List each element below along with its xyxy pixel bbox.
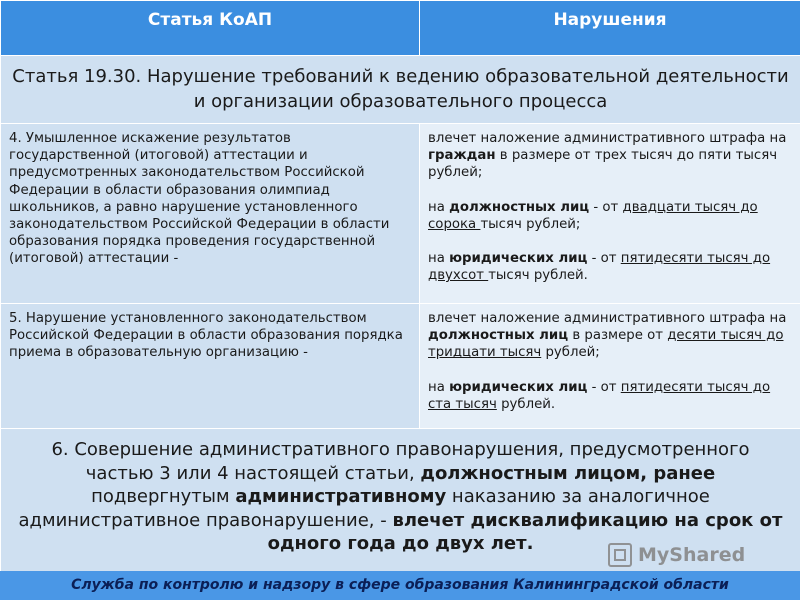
logo-icon	[608, 543, 632, 567]
penalty-citizens: влечет наложение административного штрафа на граждан в размере от трех тысяч до пяти тысяч рублей;	[428, 131, 787, 181]
watermark-logo	[608, 540, 745, 570]
part-4-description: 4. Умышленное искажение результатов государственной (итоговой) аттестации и предусмотренных законодательством Российской Федерации в области образования олимпиад школьников, а равно нарушение установленного законодательством Российской Федерации в области образования порядка проведения государственной (итоговой) аттестации -	[1, 124, 420, 304]
header-violations: Нарушения	[420, 1, 800, 56]
part-6-text: 6. Совершение административного правонарушения, предусмотренного частью 3 или 4 настоящей статьи, должностным лицом, ранее подвергнутым административному наказанию за аналогичное административное правонарушение, - влечет дисквалификацию на срок от одного года до двух лет.	[1, 429, 800, 579]
table-row	[1, 124, 800, 304]
table-header-row	[1, 1, 800, 56]
penalty-legal-entities: на юридических лиц - от пятидесяти тысяч до ста тысяч рублей.	[428, 379, 771, 412]
part-5-penalties	[420, 304, 800, 429]
part-5-description: 5. Нарушение установленного законодательством Российской Федерации в области образования порядка приема в образовательную организацию -	[1, 304, 420, 429]
article-title-row	[1, 56, 800, 124]
header-article: Статья КоАП	[1, 1, 420, 56]
footer-banner: Служба по контролю и надзору в сфере образования Калининградской области	[0, 571, 800, 600]
penalty-legal-entities: на юридических лиц - от пятидесяти тысяч до двухсот тысяч рублей.	[428, 251, 771, 284]
part-4-penalties	[420, 124, 800, 304]
penalty-officials: на должностных лиц - от двадцати тысяч до сорока тысяч рублей;	[428, 199, 758, 232]
watermark-text: MyShared	[638, 544, 746, 566]
table-row	[1, 304, 800, 429]
article-title: Статья 19.30. Нарушение требований к ведению образовательной деятельности и организации образовательного процесса	[1, 56, 800, 124]
penalty-officials: влечет наложение административного штрафа на должностных лиц в размере от десяти тысяч до тридцати тысяч рублей;	[428, 311, 787, 361]
